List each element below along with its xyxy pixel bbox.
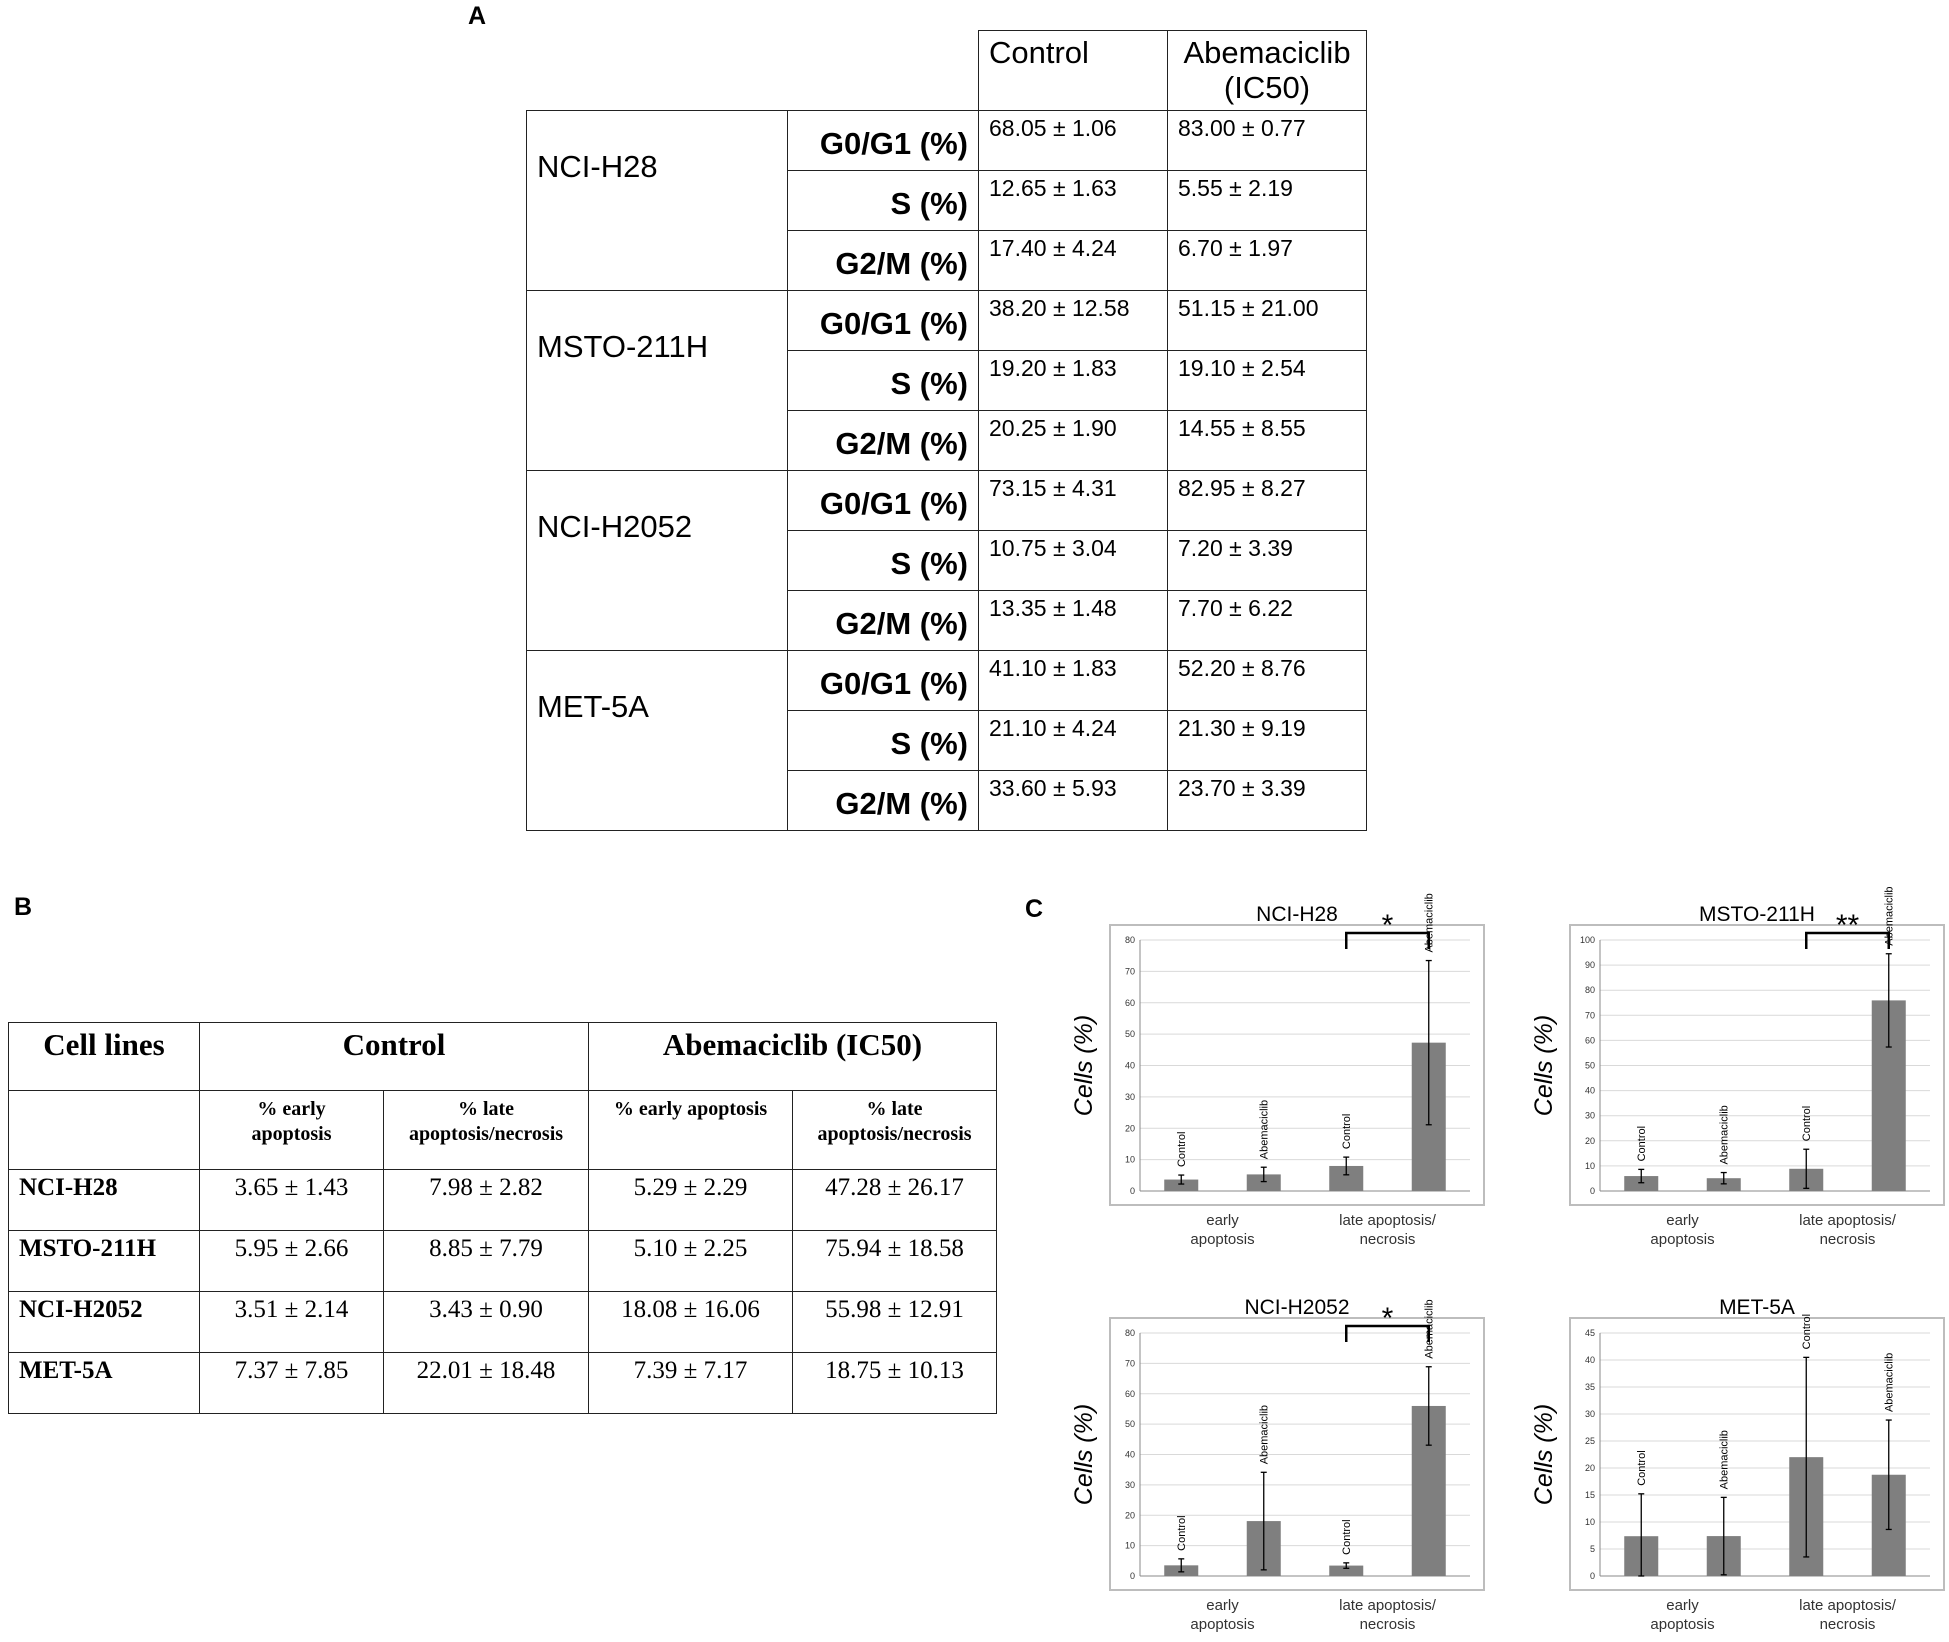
apoptosis-row [9, 1292, 997, 1353]
apoptosis-row [9, 1353, 997, 1414]
cell-cycle-row [527, 111, 1367, 171]
subheader-control-early [200, 1091, 384, 1170]
header-abemaciclib: Abemaciclib (IC50) [589, 1023, 997, 1091]
phase-label: G0/G1 (%) [788, 651, 979, 711]
header-abemaciclib [1168, 31, 1367, 111]
phase-label: G2/M (%) [788, 411, 979, 471]
control-late-value: 22.01 ± 18.48 [384, 1353, 589, 1414]
abema-early-value: 18.08 ± 16.06 [589, 1292, 793, 1353]
x-group-label: necrosis [1359, 1231, 1416, 1248]
subheader-text: apoptosis/necrosis [408, 1123, 564, 1145]
phase-label: S (%) [788, 351, 979, 411]
control-value: 68.05 ± 1.06 [979, 111, 1168, 171]
cell-line-name: NCI-H2052 [527, 471, 788, 651]
control-value: 33.60 ± 5.93 [979, 771, 1168, 831]
y-tick-label: 50 [1124, 1029, 1135, 1040]
control-value: 38.20 ± 12.58 [979, 291, 1168, 351]
abemaciclib-value: 7.20 ± 3.39 [1168, 531, 1367, 591]
cell-cycle-table [526, 30, 1367, 831]
cell-line-name: MET-5A [9, 1353, 200, 1414]
bar-label: Control [1176, 1515, 1189, 1551]
cell-cycle-header-row [527, 31, 1367, 111]
cell-cycle-row [527, 471, 1367, 531]
header-control: Control [200, 1023, 589, 1091]
apoptosis-header-row [9, 1023, 997, 1091]
significance-label: * [1381, 1302, 1394, 1335]
x-group-label: necrosis [1819, 1616, 1876, 1633]
phase-label: G0/G1 (%) [788, 471, 979, 531]
x-group-label: apoptosis [1190, 1231, 1255, 1248]
abema-early-value: 5.29 ± 2.29 [589, 1170, 793, 1231]
apoptosis-subheader-row [9, 1091, 997, 1170]
y-tick-label: 60 [1584, 1035, 1595, 1046]
x-group-label: late apoptosis/ [1799, 1212, 1896, 1229]
bar-label: Abemaciclib [1423, 893, 1436, 953]
bar-label: Abemaciclib [1718, 1430, 1731, 1490]
x-group-label: apoptosis [1650, 1231, 1715, 1248]
header-cell-lines: Cell lines [9, 1023, 200, 1091]
y-tick-label: 25 [1584, 1436, 1595, 1446]
cell-cycle-table-body [527, 111, 1367, 831]
x-group-label: late apoptosis/ [1339, 1212, 1436, 1229]
y-tick-label: 60 [1124, 997, 1135, 1008]
chart-title: NCI-H2052 [1244, 1296, 1350, 1319]
bar-label: Control [1176, 1131, 1189, 1168]
bar-label: Abemaciclib [1883, 1352, 1896, 1413]
bar-label: Abemaciclib [1718, 1105, 1731, 1165]
y-tick-label: 40 [1124, 1449, 1135, 1460]
chart-title: MET-5A [1719, 1296, 1795, 1319]
subheader-control-late [384, 1091, 589, 1170]
apoptosis-row [9, 1170, 997, 1231]
y-tick-label: 30 [1124, 1091, 1135, 1102]
subheader-abema-late [793, 1091, 997, 1170]
bar-label: Control [1801, 1105, 1814, 1142]
panel-label-a: A [468, 2, 487, 30]
x-group-label: apoptosis [1190, 1616, 1255, 1633]
y-tick-label: 90 [1584, 960, 1595, 971]
panel-label-b: B [14, 893, 33, 921]
abemaciclib-value: 6.70 ± 1.97 [1168, 231, 1367, 291]
control-value: 10.75 ± 3.04 [979, 531, 1168, 591]
control-late-value: 8.85 ± 7.79 [384, 1231, 589, 1292]
chart-title: NCI-H28 [1256, 903, 1338, 926]
y-tick-label: 15 [1584, 1490, 1595, 1500]
significance-label: ** [1835, 909, 1860, 942]
subheader-empty [9, 1091, 200, 1170]
x-group-label: apoptosis [1650, 1616, 1715, 1633]
control-value: 17.40 ± 4.24 [979, 231, 1168, 291]
phase-label: S (%) [788, 531, 979, 591]
control-value: 41.10 ± 1.83 [979, 651, 1168, 711]
y-tick-label: 45 [1584, 1328, 1595, 1338]
apoptosis-table [8, 1022, 997, 1414]
cell-line-name: NCI-H2052 [9, 1292, 200, 1353]
control-value: 20.25 ± 1.90 [979, 411, 1168, 471]
x-group-label: early [1666, 1597, 1699, 1614]
subheader-text: apoptosis/necrosis [817, 1123, 972, 1145]
y-tick-label: 100 [1579, 935, 1595, 945]
y-tick-label: 5 [1589, 1544, 1595, 1554]
bar-label: Control [1636, 1450, 1649, 1486]
y-axis-title: Cells (%) [1070, 1403, 1098, 1506]
x-group-label: early [1666, 1212, 1699, 1229]
control-early-value: 7.37 ± 7.85 [200, 1353, 384, 1414]
subheader-text: % late [457, 1098, 515, 1120]
abemaciclib-value: 19.10 ± 2.54 [1168, 351, 1367, 411]
y-tick-label: 30 [1584, 1409, 1595, 1419]
y-tick-label: 70 [1584, 1010, 1595, 1021]
x-group-label: early [1206, 1597, 1239, 1614]
header-abemaciclib-line2: (IC50) [1223, 70, 1311, 105]
significance-label: * [1381, 909, 1394, 942]
y-tick-label: 30 [1584, 1110, 1595, 1121]
control-value: 12.65 ± 1.63 [979, 171, 1168, 231]
bar-chart-nci-h28 [1070, 893, 1490, 1260]
y-tick-label: 0 [1589, 1186, 1595, 1196]
y-tick-label: 40 [1584, 1085, 1595, 1096]
subheader-text: apoptosis [251, 1123, 332, 1145]
control-early-value: 3.65 ± 1.43 [200, 1170, 384, 1231]
bar-label: Control [1341, 1113, 1354, 1150]
phase-label: G2/M (%) [788, 231, 979, 291]
abemaciclib-value: 23.70 ± 3.39 [1168, 771, 1367, 831]
x-group-label: late apoptosis/ [1339, 1597, 1436, 1614]
phase-label: S (%) [788, 171, 979, 231]
panel-label-c: C [1025, 895, 1044, 923]
y-tick-label: 80 [1584, 985, 1595, 996]
control-value: 13.35 ± 1.48 [979, 591, 1168, 651]
abemaciclib-value: 21.30 ± 9.19 [1168, 711, 1367, 771]
x-group-label: necrosis [1819, 1231, 1876, 1248]
abema-late-value: 18.75 ± 10.13 [793, 1353, 997, 1414]
y-tick-label: 70 [1124, 966, 1135, 977]
bar-label: Control [1801, 1313, 1814, 1350]
control-early-value: 5.95 ± 2.66 [200, 1231, 384, 1292]
y-tick-label: 40 [1124, 1060, 1135, 1071]
abemaciclib-value: 51.15 ± 21.00 [1168, 291, 1367, 351]
abemaciclib-value: 14.55 ± 8.55 [1168, 411, 1367, 471]
abema-early-value: 7.39 ± 7.17 [589, 1353, 793, 1414]
y-tick-label: 20 [1584, 1463, 1595, 1473]
y-tick-label: 20 [1584, 1135, 1595, 1146]
bar-label: Abemaciclib [1423, 1299, 1436, 1359]
chart-title: MSTO-211H [1699, 903, 1815, 926]
abemaciclib-value: 7.70 ± 6.22 [1168, 591, 1367, 651]
bar-label: Control [1636, 1125, 1649, 1162]
subheader-abema-early: % early apoptosis [589, 1091, 793, 1170]
bar-label: Control [1341, 1519, 1354, 1555]
cell-line-name: MET-5A [527, 651, 788, 831]
control-early-value: 3.51 ± 2.14 [200, 1292, 384, 1353]
y-axis-title: Cells (%) [1530, 1403, 1558, 1506]
y-axis-title: Cells (%) [1070, 1014, 1098, 1117]
subheader-text: % late [866, 1098, 923, 1120]
cell-cycle-row [527, 291, 1367, 351]
phase-label: G0/G1 (%) [788, 111, 979, 171]
y-tick-label: 10 [1584, 1160, 1595, 1171]
y-tick-label: 50 [1584, 1060, 1595, 1071]
y-tick-label: 60 [1124, 1388, 1135, 1399]
control-late-value: 7.98 ± 2.82 [384, 1170, 589, 1231]
cell-line-name: NCI-H28 [527, 111, 788, 291]
control-value: 19.20 ± 1.83 [979, 351, 1168, 411]
bar-label: Abemaciclib [1258, 1404, 1271, 1465]
y-tick-label: 20 [1124, 1123, 1135, 1134]
control-value: 21.10 ± 4.24 [979, 711, 1168, 771]
cell-line-name: MSTO-211H [9, 1231, 200, 1292]
y-tick-label: 35 [1584, 1382, 1595, 1392]
cell-line-name: NCI-H28 [9, 1170, 200, 1231]
apoptosis-row [9, 1231, 997, 1292]
abema-late-value: 75.94 ± 18.58 [793, 1231, 997, 1292]
apoptosis-table-body [9, 1170, 997, 1414]
y-tick-label: 10 [1584, 1517, 1595, 1527]
y-tick-label: 80 [1124, 935, 1135, 945]
abema-late-value: 47.28 ± 26.17 [793, 1170, 997, 1231]
control-late-value: 3.43 ± 0.90 [384, 1292, 589, 1353]
bar-chart-msto-211h [1530, 886, 1949, 1260]
y-tick-label: 70 [1124, 1358, 1135, 1369]
x-group-label: early [1206, 1212, 1239, 1229]
y-axis-title: Cells (%) [1530, 1014, 1558, 1117]
y-tick-label: 40 [1584, 1355, 1595, 1365]
bar-chart-met-5a [1530, 1290, 1949, 1642]
x-group-label: necrosis [1359, 1616, 1416, 1633]
bar-chart-nci-h2052 [1070, 1290, 1490, 1642]
y-tick-label: 0 [1129, 1186, 1135, 1196]
control-value: 73.15 ± 4.31 [979, 471, 1168, 531]
y-tick-label: 10 [1124, 1154, 1135, 1165]
cell-line-name: MSTO-211H [527, 291, 788, 471]
y-tick-label: 80 [1124, 1328, 1135, 1338]
abemaciclib-value: 52.20 ± 8.76 [1168, 651, 1367, 711]
phase-label: G2/M (%) [788, 591, 979, 651]
abema-early-value: 5.10 ± 2.25 [589, 1231, 793, 1292]
header-abemaciclib-line1: Abemaciclib [1183, 35, 1351, 70]
abemaciclib-value: 5.55 ± 2.19 [1168, 171, 1367, 231]
y-tick-label: 30 [1124, 1479, 1135, 1490]
abema-late-value: 55.98 ± 12.91 [793, 1292, 997, 1353]
y-tick-label: 20 [1124, 1510, 1135, 1521]
bar-label: Abemaciclib [1258, 1099, 1271, 1160]
y-tick-label: 0 [1129, 1571, 1135, 1581]
y-tick-label: 0 [1589, 1571, 1595, 1581]
subheader-text: % early [257, 1098, 326, 1120]
cell-cycle-row [527, 651, 1367, 711]
y-tick-label: 50 [1124, 1419, 1135, 1430]
bar-label: Abemaciclib [1883, 886, 1896, 946]
x-group-label: late apoptosis/ [1799, 1597, 1896, 1614]
phase-label: S (%) [788, 711, 979, 771]
header-control: Control [979, 31, 1168, 111]
y-tick-label: 10 [1124, 1540, 1135, 1551]
abemaciclib-value: 82.95 ± 8.27 [1168, 471, 1367, 531]
phase-label: G0/G1 (%) [788, 291, 979, 351]
abemaciclib-value: 83.00 ± 0.77 [1168, 111, 1367, 171]
phase-label: G2/M (%) [788, 771, 979, 831]
